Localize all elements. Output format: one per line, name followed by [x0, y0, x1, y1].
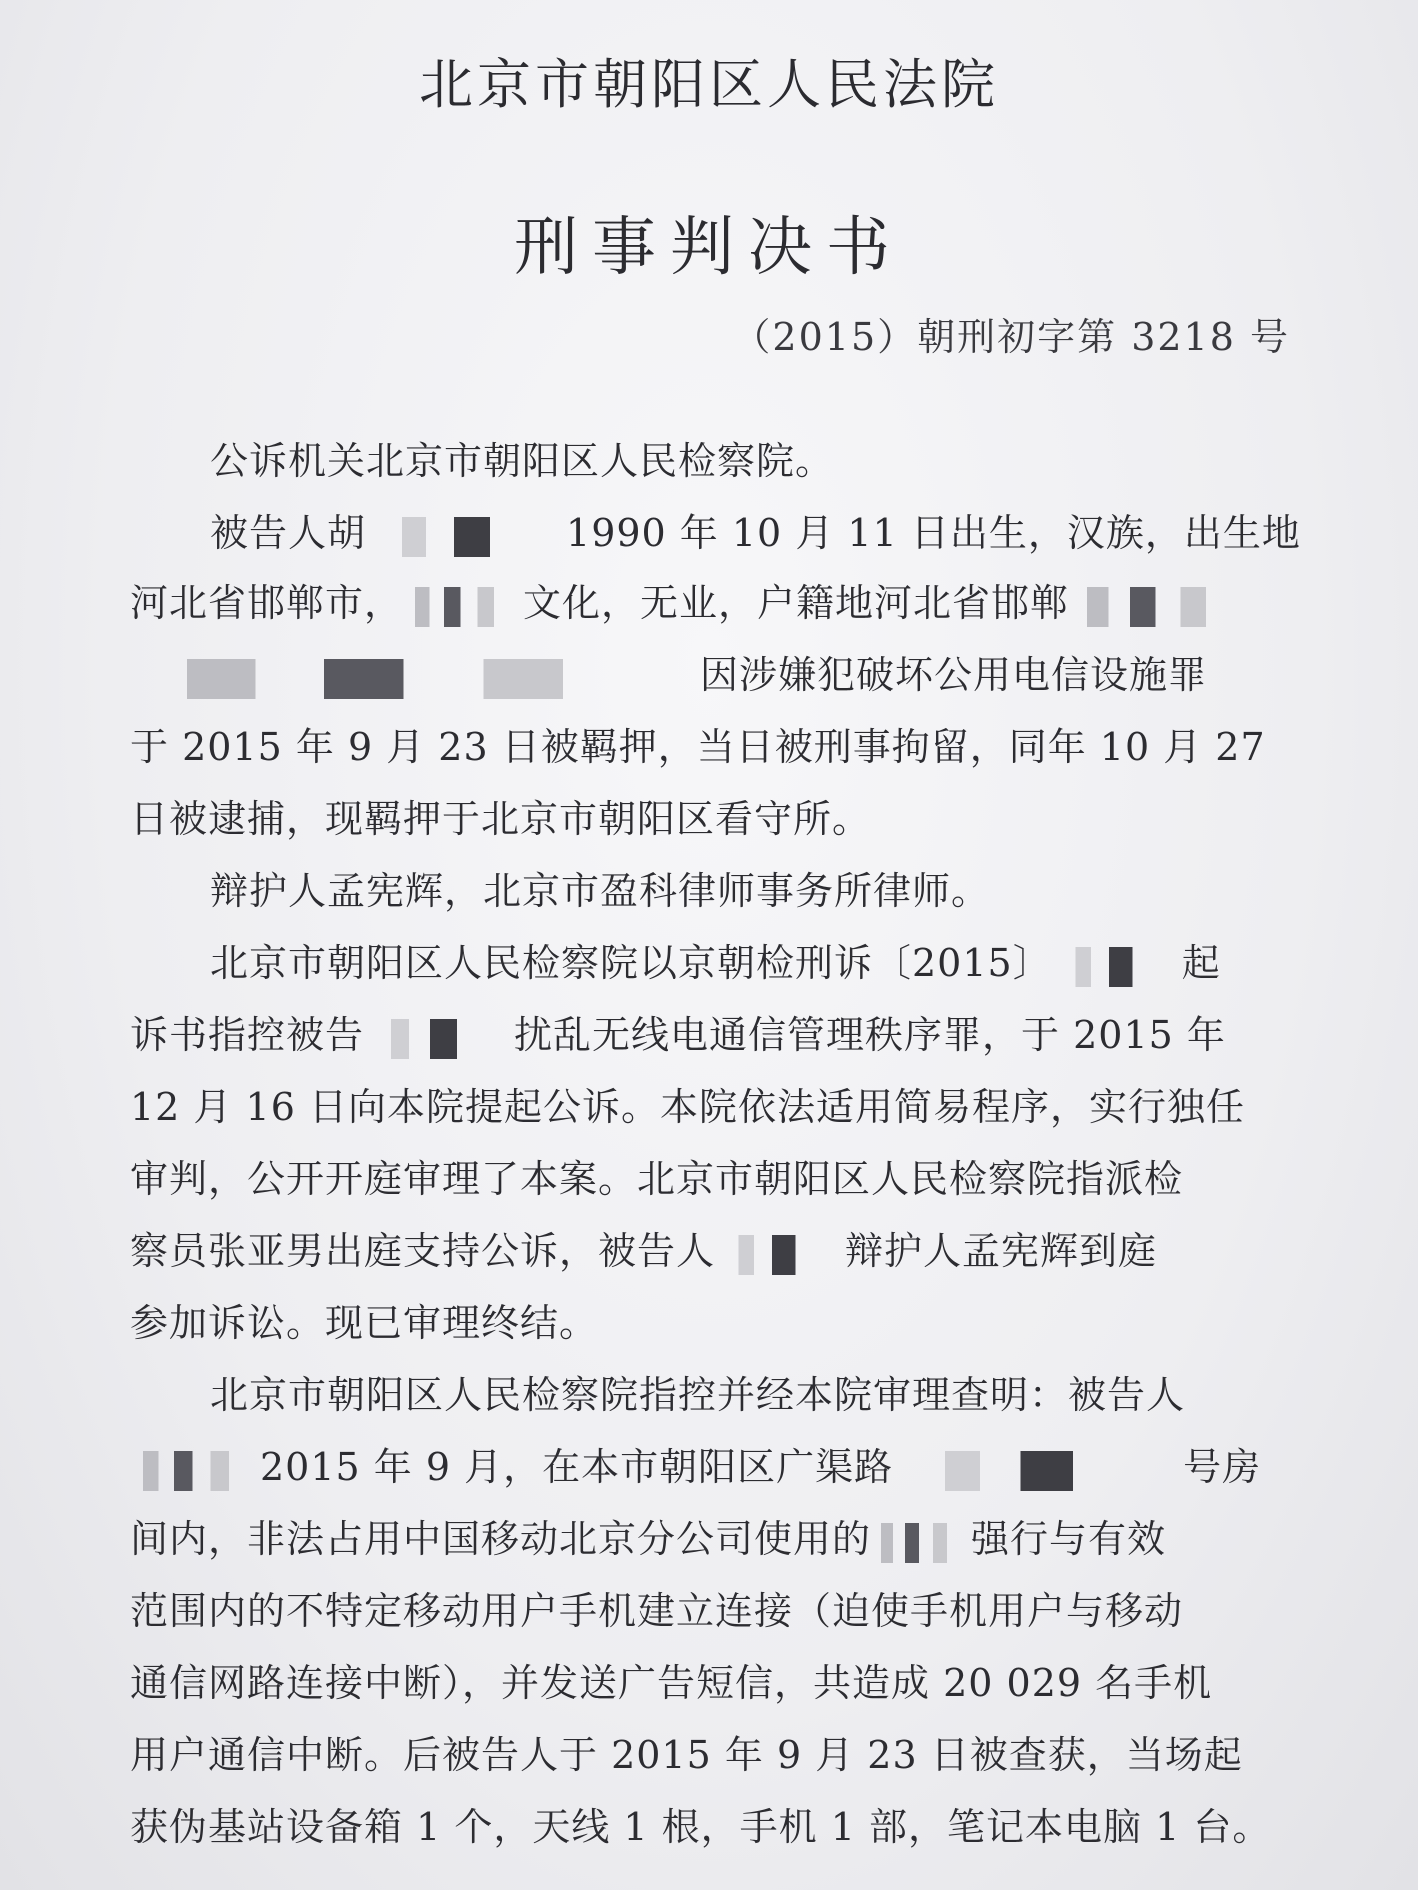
text-line: 1990 年 10 月 11 日出生，汉族，出生地 [566, 511, 1301, 555]
redacted-block [893, 1451, 1183, 1491]
redacted-block [1052, 947, 1182, 987]
redacted-block [130, 659, 700, 699]
case-number: （2015）朝刑初字第 3218 号 [732, 315, 1290, 359]
paragraph-facts [130, 1730, 1290, 1780]
paragraph-defendant-line [130, 794, 1290, 844]
paragraph-indictment [130, 1154, 1290, 1204]
court-name: 北京市朝阳区人民法院 [419, 53, 999, 116]
text-line: 北京市朝阳区人民检察院以京朝检刑诉〔2015〕 [210, 941, 1052, 985]
text-line: 范围内的不特定移动用户手机建立连接（迫使手机用户与移动 [130, 1589, 1184, 1633]
text-line: 辩护人孟宪辉到庭 [845, 1229, 1158, 1273]
paragraph-defendant-line [130, 650, 1290, 700]
paragraph-facts [130, 1586, 1290, 1636]
redacted-block [366, 517, 566, 557]
text-line: 12 月 16 日向本院提起公诉。本院依法适用简易程序，实行独任 [130, 1085, 1245, 1129]
redacted-block [364, 1019, 514, 1059]
paragraph-facts [130, 1802, 1290, 1852]
text-line: 北京市朝阳区人民检察院指控并经本院审理查明：被告人 [210, 1373, 1186, 1417]
paragraph-defender [210, 866, 1290, 916]
paragraph-facts [210, 1370, 1290, 1420]
text-line: 参加诉讼。现已审理终结。 [130, 1301, 599, 1345]
text-line: 公诉机关北京市朝阳区人民检察院。 [210, 439, 835, 483]
text-line: 间内，非法占用中国移动北京分公司使用的 [130, 1517, 872, 1561]
redacted-block [403, 587, 523, 627]
text-line: 强行与有效 [971, 1517, 1167, 1561]
paragraph-defendant-line [130, 578, 1290, 628]
paragraph-indictment [130, 1082, 1290, 1132]
text-line: 因涉嫌犯破坏公用电信设施罪 [700, 653, 1208, 697]
redacted-block [715, 1235, 845, 1275]
paragraph-indictment [130, 1226, 1290, 1276]
paragraph-facts [130, 1658, 1290, 1708]
redacted-block [1069, 587, 1249, 627]
text-line: 2015 年 9 月，在本市朝阳区广渠路 [260, 1445, 894, 1489]
text-line: 察员张亚男出庭支持公诉，被告人 [130, 1229, 716, 1273]
text-line: 起 [1181, 941, 1221, 985]
paragraph-defendant-line [210, 508, 1301, 558]
text-line: 被告人胡 [210, 511, 367, 555]
text-line: 扰乱无线电通信管理秩序罪，于 2015 年 [514, 1013, 1226, 1057]
text-line: 诉书指控被告 [130, 1013, 365, 1057]
document-title: 刑事判决书 [514, 211, 904, 285]
text-line: 河北省邯郸市， [130, 581, 404, 625]
text-line: 文化，无业，户籍地河北省邯郸 [523, 581, 1070, 625]
text-line: 通信网路连接中断），并发送广告短信，共造成 20 029 名手机 [130, 1661, 1213, 1705]
paragraph-indictment [210, 938, 1290, 988]
text-line: 审判，公开开庭审理了本案。北京市朝阳区人民检察院指派检 [130, 1157, 1184, 1201]
redacted-block [871, 1523, 971, 1563]
text-line: 获伪基站设备箱 1 个，天线 1 根，手机 1 部，笔记本电脑 1 台。 [130, 1805, 1272, 1849]
paragraph-indictment [130, 1010, 1290, 1060]
paragraph-indictment [130, 1298, 1290, 1348]
text-line: 日被逮捕，现羁押于北京市朝阳区看守所。 [130, 797, 872, 841]
text-line: 号房 [1183, 1445, 1262, 1489]
paragraph-facts [130, 1442, 1290, 1492]
text-line: 辩护人孟宪辉，北京市盈科律师事务所律师。 [210, 869, 991, 913]
paragraph-defendant-line [130, 722, 1290, 772]
text-line: 于 2015 年 9 月 23 日被羁押，当日被刑事拘留，同年 10 月 27 [130, 725, 1266, 769]
redacted-block [130, 1451, 260, 1491]
paragraph-facts [130, 1514, 1290, 1564]
paragraph-prosecutor [210, 436, 1290, 486]
text-line: 用户通信中断。后被告人于 2015 年 9 月 23 日被查获，当场起 [130, 1733, 1243, 1777]
